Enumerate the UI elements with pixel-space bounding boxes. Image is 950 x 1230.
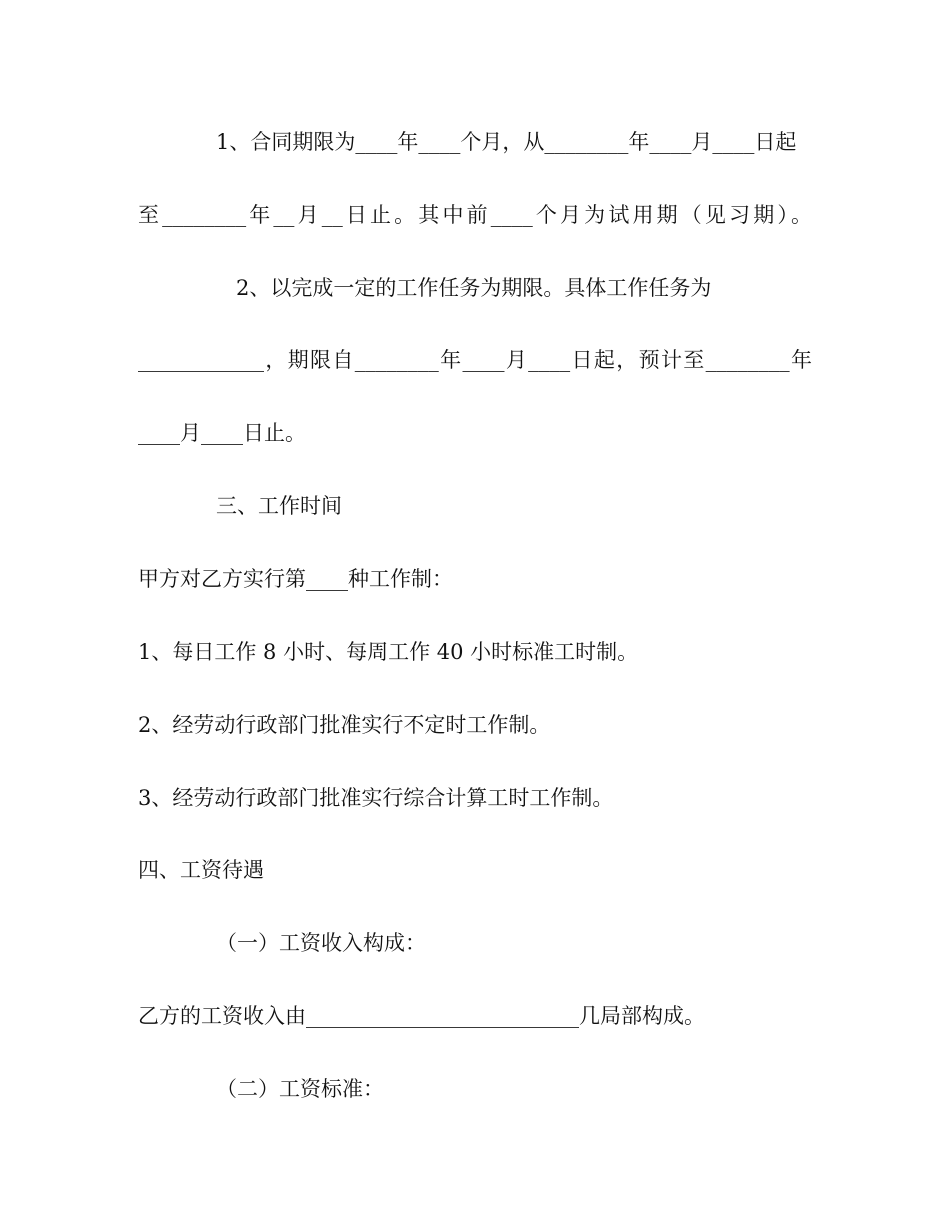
work-system-option-2: 2、经劳动行政部门批准实行不定时工作制。	[138, 713, 551, 737]
contract-term-line-1: 1、合同期限为____年____个月，从________年____月____日起	[216, 130, 797, 154]
work-system-option-1: 1、每日工作 8 小时、每周工作 40 小时标准工时制。	[138, 640, 639, 664]
task-term-line-1: 2、以完成一定的工作任务为期限。具体工作任务为	[236, 276, 712, 300]
wage-composition-heading: （一）工资收入构成：	[216, 931, 426, 955]
wage-composition-line: 乙方的工资收入由__________________________几局部构成。	[138, 1004, 705, 1028]
section-heading-working-hours: 三、工作时间	[216, 494, 342, 518]
task-term-line-2: ____________，期限自________年____月____日起，预计至________年	[138, 348, 812, 372]
contract-term-line-2: 至________年__月__日止。其中前____个月为试用期（见习期）。	[138, 203, 812, 227]
work-system-intro: 甲方对乙方实行第____种工作制：	[138, 567, 453, 591]
wage-standard-heading: （二）工资标准：	[216, 1077, 384, 1101]
section-heading-wages: 四、工资待遇	[138, 858, 264, 882]
task-term-line-3: ____月____日止。	[138, 421, 306, 445]
work-system-option-3: 3、经劳动行政部门批准实行综合计算工时工作制。	[138, 786, 614, 810]
